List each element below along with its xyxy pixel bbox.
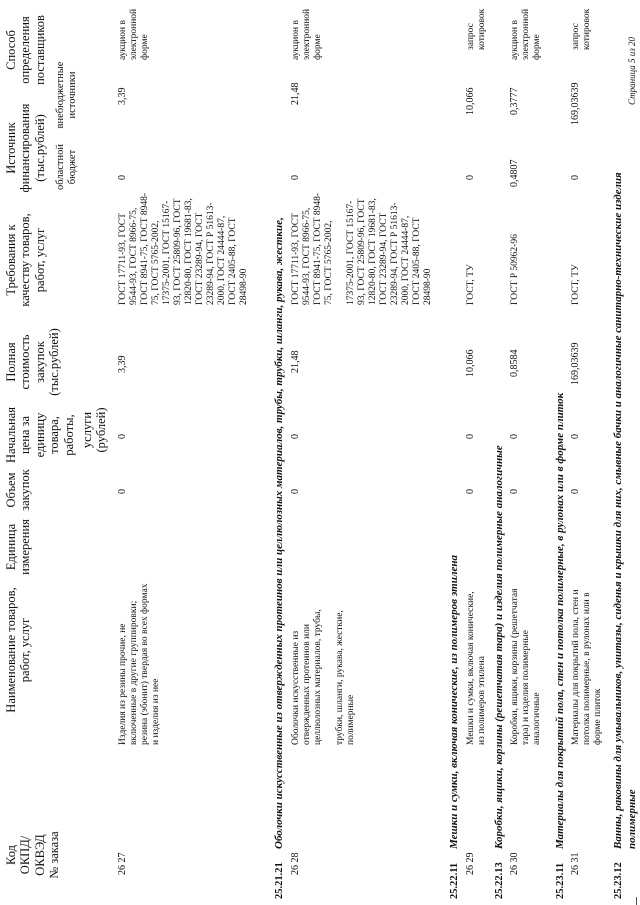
- row-total: 0,8584: [509, 349, 520, 377]
- row-regional: 0: [117, 175, 128, 180]
- section-code: 25.21.21: [274, 862, 285, 899]
- row-code: 26 28: [290, 852, 301, 875]
- section-title-continued: полимерные: [626, 789, 638, 849]
- row-requirements: ГОСТ, ТУ: [466, 264, 476, 305]
- header-code: Код ОКПД/ ОКВЭД № заказа: [4, 831, 62, 879]
- header-unit: Единица измерения: [4, 519, 33, 575]
- header-volume: Объем закупок: [4, 469, 33, 511]
- header-funding-regional: областной бюджет: [55, 144, 79, 190]
- header-funding: Источник финансирования (тыс.рублей): [4, 103, 47, 193]
- row-price: 0: [117, 434, 128, 439]
- row-regional: 0: [465, 175, 476, 180]
- header-name: Наименование товаров, работ, услуг: [4, 587, 33, 713]
- row-volume: 0: [509, 489, 520, 494]
- row-extra: 21,48: [290, 82, 301, 105]
- row-name: Коробки, ящики, корзины (решетчатая тара) и изделия полимерные аналогичные: [510, 588, 543, 745]
- row-requirements: ГОСТ 17711-93, ГОСТ 9544-93, ГОСТ 8966-75, ГОСТ 8941-75, ГОСТ 8948- 75, ГОСТ 5765-2002, 17375-2001, ГОСТ 15167- 93, ГОСТ 25809-96, ГОСТ 12820-80, ГОСТ 19681-83, ГОСТ 23289-94, ГОСТ 23289-94, ГОСТ Р 51613- 2000, ГОСТ 24444-87, ГОСТ 2405-88, ГОСТ 28498-90: [118, 192, 250, 305]
- row-total: 10,066: [465, 349, 476, 377]
- page-number: Страница 5 из 20: [627, 37, 637, 105]
- row-regional: 0: [570, 175, 581, 180]
- section-title: Материалы для покрытий пола, стен и потолка полимерные, в рулонах или в форме плиток: [554, 392, 566, 849]
- row-total: 3,39: [117, 355, 128, 373]
- row-extra: 169,03639: [570, 82, 581, 125]
- row-code: 26 31: [570, 852, 581, 875]
- row-volume: 0: [117, 489, 128, 494]
- row-method: аукцион в электронной форме: [510, 8, 543, 60]
- row-total: 169,03639: [570, 342, 581, 385]
- row-name: Мешки и сумки, включая конические, из полимеров этилена: [466, 591, 488, 745]
- row-method: аукцион в электронной форме: [291, 8, 324, 60]
- row-price: 0: [290, 434, 301, 439]
- row-method: запрос котировок: [571, 8, 593, 50]
- row-volume: 0: [465, 489, 476, 494]
- section-title: Ванны, раковины для умывальников, унитазы, сиденья и крышки для них, смывные бачки и аналогичные санитарно-технические изделия: [612, 172, 624, 849]
- row-requirements: ГОСТ 17711-93, ГОСТ 9544-93, ГОСТ 8966-75, ГОСТ 8941-75, ГОСТ 8948- 75, ГОСТ 5765-2002, 17375-2001, ГОСТ 15167- 93, ГОСТ 25809-96, ГОСТ 12820-80, ГОСТ 19681-83, ГОСТ 23289-94, ГОСТ 23289-94, ГОСТ Р 51613- 2000, ГОСТ 24444-87, ГОСТ 2405-88, ГОСТ 28498-90: [291, 192, 434, 305]
- row-price: 0: [465, 434, 476, 439]
- section-code: 25.23.12: [613, 862, 624, 899]
- row-code: 26 30: [509, 852, 520, 875]
- row-code: 26 27: [117, 852, 128, 875]
- row-requirements: ГОСТ, ТУ: [571, 264, 581, 305]
- header-services: услуги (рублей): [80, 407, 109, 453]
- row-code: 26 29: [465, 852, 476, 875]
- row-price: 0: [570, 434, 581, 439]
- row-regional: 0: [290, 175, 301, 180]
- row-name: Изделия из резины прочие, не включенные в другие группировки; резина (эбонит) твердая во всех формах и изделия из нее: [118, 583, 162, 745]
- header-requirements: Требования к качеству товаров, работ, услуг: [4, 213, 47, 307]
- row-volume: 0: [290, 489, 301, 494]
- section-title: Мешки и сумки, включая конические, из полимеров этилена: [448, 555, 460, 849]
- section-title: Оболочки искусственные из отвержденных протеинов или целлюлозных материалов, трубы, трубки, шланги, рукава, жесткие,: [273, 217, 285, 849]
- row-volume: 0: [570, 489, 581, 494]
- section-code: 25.22.13: [494, 862, 505, 899]
- row-regional: 0,4807: [509, 159, 520, 187]
- section-title: Коробки, ящики, корзины (решетчатая тара) и изделия полимерные аналогичные: [493, 445, 505, 849]
- scan-mark: [636, 897, 637, 905]
- row-price: 0: [509, 434, 520, 439]
- row-name: Оболочки искусственные из отвержденных протеинов или целлюлозных материалов, трубы, трубки, шланги, рукава, жесткие, полимерные: [291, 609, 357, 745]
- row-requirements: ГОСТ Р 50962-96: [510, 234, 520, 305]
- row-method: запрос котировок: [466, 8, 488, 50]
- row-name: Материалы для покрытий пола, стен и потолка полимерные, в рулонах или в форме плиток: [571, 589, 604, 745]
- row-method: аукцион в электронной форме: [118, 8, 151, 60]
- header-funding-extra: внебюджетные источники: [55, 61, 79, 129]
- header-method: Способ определения поставщиков: [4, 15, 47, 85]
- row-extra: 0,3777: [509, 87, 520, 115]
- section-code: 25.22.11: [449, 862, 460, 899]
- header-total: Полная стоимость закупок (тыс.рублей): [4, 328, 62, 396]
- row-extra: 10,066: [465, 87, 476, 115]
- row-extra: 3,39: [117, 87, 128, 105]
- section-code: 25.23.11: [555, 862, 566, 899]
- row-total: 21,48: [290, 350, 301, 373]
- header-price: Начальная цена за единицу товара, работы,: [4, 407, 76, 463]
